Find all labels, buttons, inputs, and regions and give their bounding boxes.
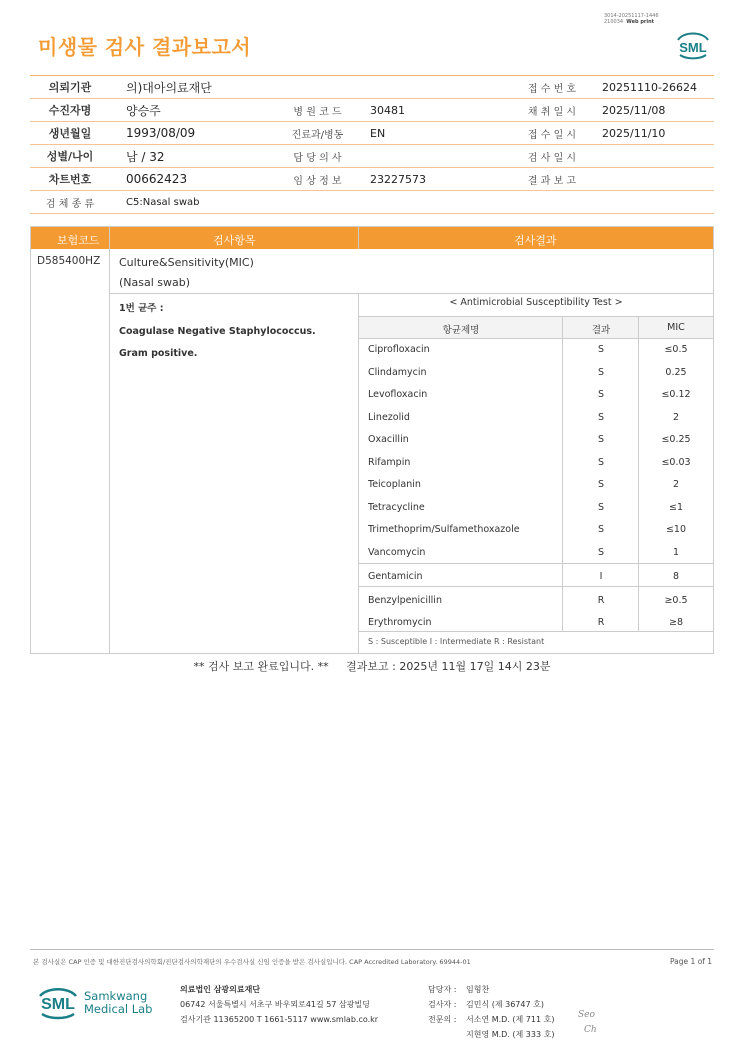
ast-result: R [597,594,605,606]
page-number: Page 1 of 1 [670,957,713,966]
ast-legend: S : Susceptible I : Intermediate R : Resistant [368,637,545,646]
info-value: 23227573 [370,172,426,186]
patient-info-table [30,75,714,214]
patient-info-row [30,122,714,145]
mic-value: ≤0.03 [661,456,691,468]
ast-row [359,612,713,635]
mic-value: ≤1 [668,501,683,513]
info-label: 수진자명 [48,104,92,117]
col-drug-name: 항균제명 [442,325,480,336]
drug-name: Gentamicin [368,571,423,582]
ast-result: S [597,501,605,513]
info-value: 2025/11/10 [602,126,666,140]
staff-role [428,1027,466,1042]
brand-line2: Medical Lab [84,1002,153,1016]
info-label: 접 수 번 호 [527,83,577,95]
info-label: 검 체 종 류 [45,198,95,210]
drug-name: Benzylpenicillin [368,594,442,606]
drug-name: Oxacillin [368,434,409,445]
ast-row [359,566,713,589]
info-value: 1993/08/09 [126,126,196,140]
ast-result: S [597,344,605,355]
document-code [604,13,659,25]
info-value: 남 / 32 [126,149,165,164]
mic-value: ≤0.5 [664,344,688,355]
organism-line: Coagulase Negative Staphylococcus. [119,325,316,337]
result-table-header [31,227,713,249]
staff-role: 전문의 : [428,1015,457,1024]
signature-1: Seo [578,1010,595,1020]
insurance-code: D585400HZ [37,255,101,267]
ast-result: S [597,389,605,400]
info-label: 임 상 정 보 [293,175,342,187]
document-code-line2: 210034 [604,19,624,25]
info-label: 접 수 일 시 [527,129,577,141]
info-label: 결 과 보 고 [527,175,577,187]
result-table [30,226,714,654]
test-item-name [119,253,254,293]
ast-row [359,474,713,497]
document-code-line1: 3014-20251117-1446 [604,13,659,19]
report-complete-text: ** 검사 보고 완료입니다. ** 결과보고 : 2025년 11월 17일 14시 23분 [193,660,551,673]
header-test-item: 검사항목 [213,234,256,247]
ast-result: S [597,456,605,468]
organism-info [119,298,316,366]
ast-result: S [597,524,605,535]
staff-role: 검사자 : [428,1000,457,1009]
lab-address: 06742 서울특별시 서초구 바우뫼로41길 57 삼광빌딩 [180,1000,370,1009]
mic-value: ≥8 [668,617,683,628]
ast-row [359,429,713,452]
ast-row [359,542,713,565]
divider [358,227,359,249]
patient-info-row [30,145,714,168]
samkwang-logo-text: SML [41,996,75,1013]
web-print-label: Web print [626,19,655,25]
info-label: 검 사 일 시 [527,152,577,164]
mic-value: 2 [672,411,680,423]
ast-title: < Antimicrobial Susceptibility Test > [449,297,623,308]
header-test-result: 검사결과 [514,234,557,247]
ast-row [359,407,713,430]
info-value: 20251110-26624 [602,80,697,94]
header-insurance-code: 보험코드 [57,234,100,247]
ast-row [359,519,713,542]
patient-info-row [30,168,714,191]
col-result: 결과 [591,325,611,336]
staff-name: 지현영 M.D. (제 333 호) [466,1030,555,1039]
staff-list [428,982,554,1042]
footer-divider [30,949,714,950]
info-label: 성별/나이 [46,150,94,163]
brand-name [84,990,152,1016]
accreditation-note: 본 검사실은 CAP 인증 및 대한진단검사의학회/진단검사의학재단의 우수검사실 신임 인증을 받은 검사실입니다. CAP Accredited Laboratory. 69944-01 [33,958,471,966]
drug-name: Teicoplanin [368,479,421,490]
drug-name: Linezolid [368,411,410,423]
lab-info [180,982,378,1027]
mic-value: ≥0.5 [664,594,688,606]
ast-result: S [597,546,605,558]
info-value: EN [370,126,386,140]
info-value: C5:Nasal swab [126,196,200,208]
organism-line: Gram positive. [119,348,198,359]
info-label: 담 당 의 사 [293,152,342,164]
drug-name: Erythromycin [368,617,432,628]
info-label: 병 원 코 드 [293,106,342,118]
mic-value: 8 [672,571,680,582]
ast-row [359,339,713,362]
mic-value: 0.25 [665,366,687,378]
samkwang-logo [36,980,80,1024]
staff-name: 서소연 M.D. (제 711 호) [466,1015,555,1024]
drug-name: Tetracycline [368,501,425,513]
ast-row [359,590,713,613]
drug-name: Trimethoprim/Sulfamethoxazole [368,524,520,535]
page-title: 미생물 검사 결과보고서 [38,35,252,59]
drug-name: Rifampin [368,456,411,468]
ast-result: S [597,411,605,423]
divider [109,293,713,294]
test-item-line1: Culture&Sensitivity(MIC) [119,256,254,269]
info-value: 00662423 [126,172,188,186]
signature-2: Ch [584,1025,597,1035]
ast-row [359,452,713,475]
ast-column-header [359,317,713,339]
sml-logo [674,28,712,62]
ast-result: S [597,479,605,490]
test-item-line2: (Nasal swab) [119,276,191,289]
brand-line1: Samkwang [84,989,148,1003]
ast-result: R [597,617,605,628]
info-value: 의)대아의료재단 [126,80,212,95]
ast-row [359,497,713,520]
mic-value: 2 [672,479,680,490]
patient-info-row [30,99,714,122]
ast-result: I [599,571,603,582]
ast-result: S [597,366,605,378]
info-label: 진료과/병동 [291,129,344,141]
mic-value: ≤0.25 [661,434,691,445]
staff-name: 김민식 (제 36747 호) [466,1000,544,1009]
drug-name: Levofloxacin [368,389,428,400]
staff-role: 담당자 : [428,985,457,994]
lab-name: 의료법인 삼광의료재단 [180,985,261,994]
mic-value: 1 [672,546,680,558]
mic-value: ≤0.12 [661,389,691,400]
patient-info-row [30,76,714,99]
drug-name: Vancomycin [368,546,426,558]
divider [109,227,110,654]
lab-contact: 검사기관 11365200 T 1661-5117 www.smlab.co.kr [180,1015,379,1024]
info-value: 양승주 [126,103,161,118]
organism-line: 1번 균주 : [119,303,164,314]
info-label: 생년월일 [48,127,92,140]
drug-name: Ciprofloxacin [368,344,430,355]
info-label: 의뢰기관 [48,81,92,94]
drug-name: Clindamycin [368,366,427,378]
ast-result: S [597,434,605,445]
info-label: 채 취 일 시 [527,106,577,118]
mic-value: ≤10 [665,524,687,535]
ast-row [359,384,713,407]
info-label: 차트번호 [48,173,92,186]
sml-logo-text: SML [679,40,707,55]
info-value: 2025/11/08 [602,103,666,117]
ast-row [359,362,713,385]
col-mic: MIC [667,322,685,333]
patient-info-row [30,191,714,214]
staff-name: 임형찬 [466,985,490,994]
info-value: 30481 [370,103,405,117]
